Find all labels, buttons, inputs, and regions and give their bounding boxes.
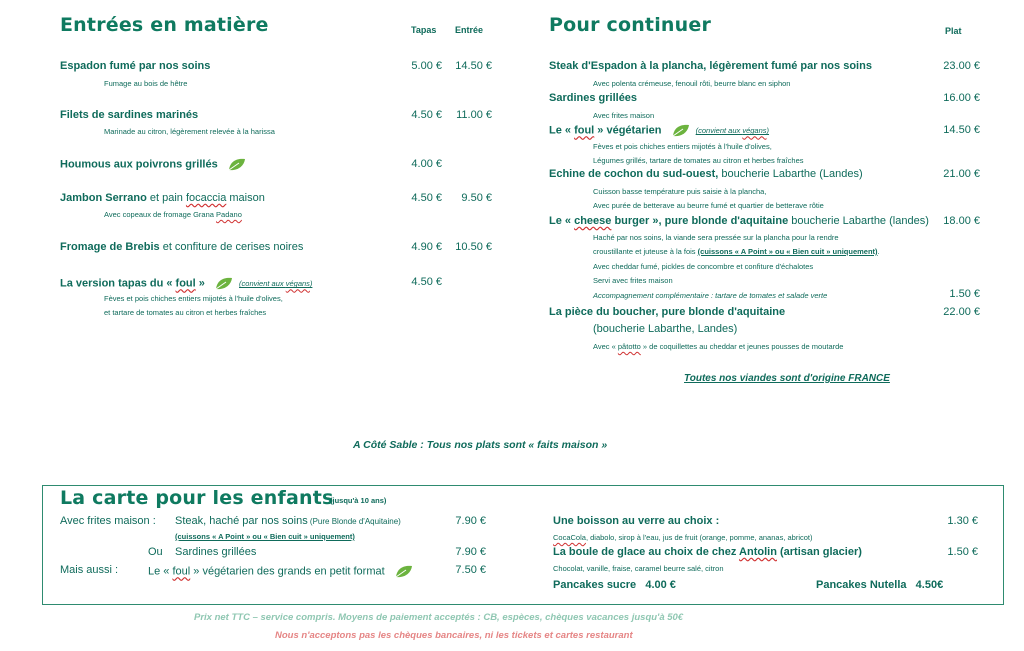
kids-price: 7.90 €	[455, 546, 486, 558]
vegan-leaf-icon	[227, 157, 247, 172]
item-desc: Avec purée de betterave au beurre fumé et quartier de betterave rôtie	[593, 201, 824, 210]
tapas-price: 4.00 €	[411, 158, 442, 170]
continuer-title: Pour continuer	[549, 14, 712, 36]
homemade-note: A Côté Sable : Tous nos plats sont « faits maison »	[353, 439, 608, 451]
entrees-title: Entrées en matière	[60, 14, 269, 36]
tapas-price: 4.90 €	[411, 241, 442, 253]
menu-item: Espadon fumé par nos soins	[60, 60, 211, 72]
item-desc: croustillante et juteuse à la fois (cuissons « A Point » ou « Bien cuit » uniquement).	[593, 247, 880, 256]
kids-title: La carte pour les enfants	[60, 487, 334, 509]
kids-item: Steak, haché par nos soins (Pure Blonde d'Aquitaine)	[175, 515, 401, 527]
menu-item: Sardines grillées	[549, 92, 638, 104]
kids-item: Sardines grillées	[175, 546, 257, 558]
menu-item: La version tapas du « foul » (convient aux végans)	[60, 277, 313, 290]
extra-price: 1.50 €	[949, 288, 980, 300]
menu-item: Le « cheese burger », pure blonde d'aquitaine boucherie Labarthe (landes)	[549, 215, 929, 227]
kids-label: Mais aussi :	[60, 564, 119, 576]
origin-note: Toutes nos viandes sont d'origine FRANCE	[684, 373, 890, 384]
tapas-price: 4.50 €	[411, 192, 442, 204]
item-desc: et tartare de tomates au citron et herbes fraîches	[104, 308, 267, 317]
kids-drink: Une boisson au verre au choix :	[553, 515, 720, 527]
kids-pancake: Pancakes sucre 4.00 €	[553, 579, 676, 591]
kids-price: 7.50 €	[455, 564, 486, 576]
menu-item: Filets de sardines marinés	[60, 109, 199, 121]
entree-price: 9.50 €	[461, 192, 492, 204]
kids-ice-desc: Chocolat, vanille, fraise, caramel beurre salé, citron	[553, 564, 724, 573]
menu-item-sub: (boucherie Labarthe, Landes)	[593, 323, 738, 335]
item-desc: Avec cheddar fumé, pickles de concombre et confiture d'échalotes	[593, 262, 814, 271]
kids-item: Le « foul » végétarien des grands en petit format	[148, 564, 414, 579]
item-desc: Avec copeaux de fromage Grana Padano	[104, 210, 242, 219]
vegan-leaf-icon	[394, 564, 414, 579]
menu-item: Echine de cochon du sud-ouest, boucherie Labarthe (Landes)	[549, 168, 863, 180]
item-desc: Fèves et pois chiches entiers mijotés à l'huile d'olives,	[104, 294, 283, 303]
menu-item: La pièce du boucher, pure blonde d'aquitaine	[549, 306, 786, 318]
entree-price: 11.00 €	[456, 109, 492, 121]
footer-payment: Prix net TTC – service compris. Moyens de paiement acceptés : CB, espèces, chèques vacances jusqu'à 50€	[194, 612, 684, 623]
item-desc: Fumage au bois de hêtre	[104, 79, 188, 88]
item-desc: Haché par nos soins, la viande sera pressée sur la plancha pour la rendre	[593, 233, 839, 242]
kids-cuisson: (cuissons « A Point » ou « Bien cuit » uniquement)	[175, 532, 355, 541]
kids-label: Avec frites maison :	[60, 515, 156, 527]
menu-item: Houmous aux poivrons grillés	[60, 157, 247, 172]
entree-price: 14.50 €	[455, 60, 492, 72]
kids-ice: La boule de glace au choix de chez Antolin (artisan glacier)	[553, 546, 862, 558]
vegan-leaf-icon	[214, 276, 234, 291]
col-tapas: Tapas	[411, 25, 437, 35]
item-desc: Avec polenta crémeuse, fenouil rôti, beurre blanc en siphon	[593, 79, 791, 88]
plat-price: 16.00 €	[943, 92, 980, 104]
kids-price: 1.50 €	[947, 546, 978, 558]
footer-restriction: Nous n'acceptons pas les chèques bancaires, ni les tickets et cartes restaurant	[275, 630, 633, 641]
plat-price: 23.00 €	[943, 60, 980, 72]
item-desc: Marinade au citron, légèrement relevée à la harissa	[104, 127, 275, 136]
item-desc: Avec frites maison	[593, 111, 655, 120]
tapas-price: 4.50 €	[411, 276, 442, 288]
kids-age: (jusqu'à 10 ans)	[330, 496, 387, 505]
kids-price: 7.90 €	[455, 515, 486, 527]
item-desc: Avec « pâtotto » de coquillettes au cheddar et jeunes pousses de moutarde	[593, 342, 844, 351]
item-desc: Cuisson basse température puis saisie à la plancha,	[593, 187, 767, 196]
item-desc: Fèves et pois chiches entiers mijotés à l'huile d'olives,	[593, 142, 772, 151]
plat-price: 22.00 €	[943, 306, 980, 318]
tapas-price: 4.50 €	[411, 109, 442, 121]
vegan-leaf-icon	[671, 123, 691, 138]
kids-label: Ou	[148, 546, 163, 558]
col-plat: Plat	[945, 26, 962, 36]
menu-item: Le « foul » végétarien (convient aux végans)	[549, 124, 770, 137]
menu-item: Jambon Serrano et pain focaccia maison	[60, 192, 265, 204]
item-extra: Accompagnement complémentaire : tartare de tomates et salade verte	[593, 291, 828, 300]
plat-price: 14.50 €	[943, 124, 980, 136]
entree-price: 10.50 €	[455, 241, 492, 253]
tapas-price: 5.00 €	[411, 60, 442, 72]
menu-item: Steak d'Espadon à la plancha, légèrement fumé par nos soins	[549, 60, 872, 72]
plat-price: 21.00 €	[943, 168, 980, 180]
item-desc: Légumes grillés, tartare de tomates au citron et herbes fraîches	[593, 156, 804, 165]
col-entree: Entrée	[455, 25, 484, 35]
menu-item: Fromage de Brebis et confiture de cerises noires	[60, 241, 304, 253]
kids-price: 1.30 €	[947, 515, 978, 527]
plat-price: 18.00 €	[943, 215, 980, 227]
kids-drink-desc: CocaCola, diabolo, sirop à l'eau, jus de fruit (orange, pomme, ananas, abricot)	[553, 533, 813, 542]
kids-pancake: Pancakes Nutella 4.50€	[816, 579, 944, 591]
item-desc: Servi avec frites maison	[593, 276, 673, 285]
